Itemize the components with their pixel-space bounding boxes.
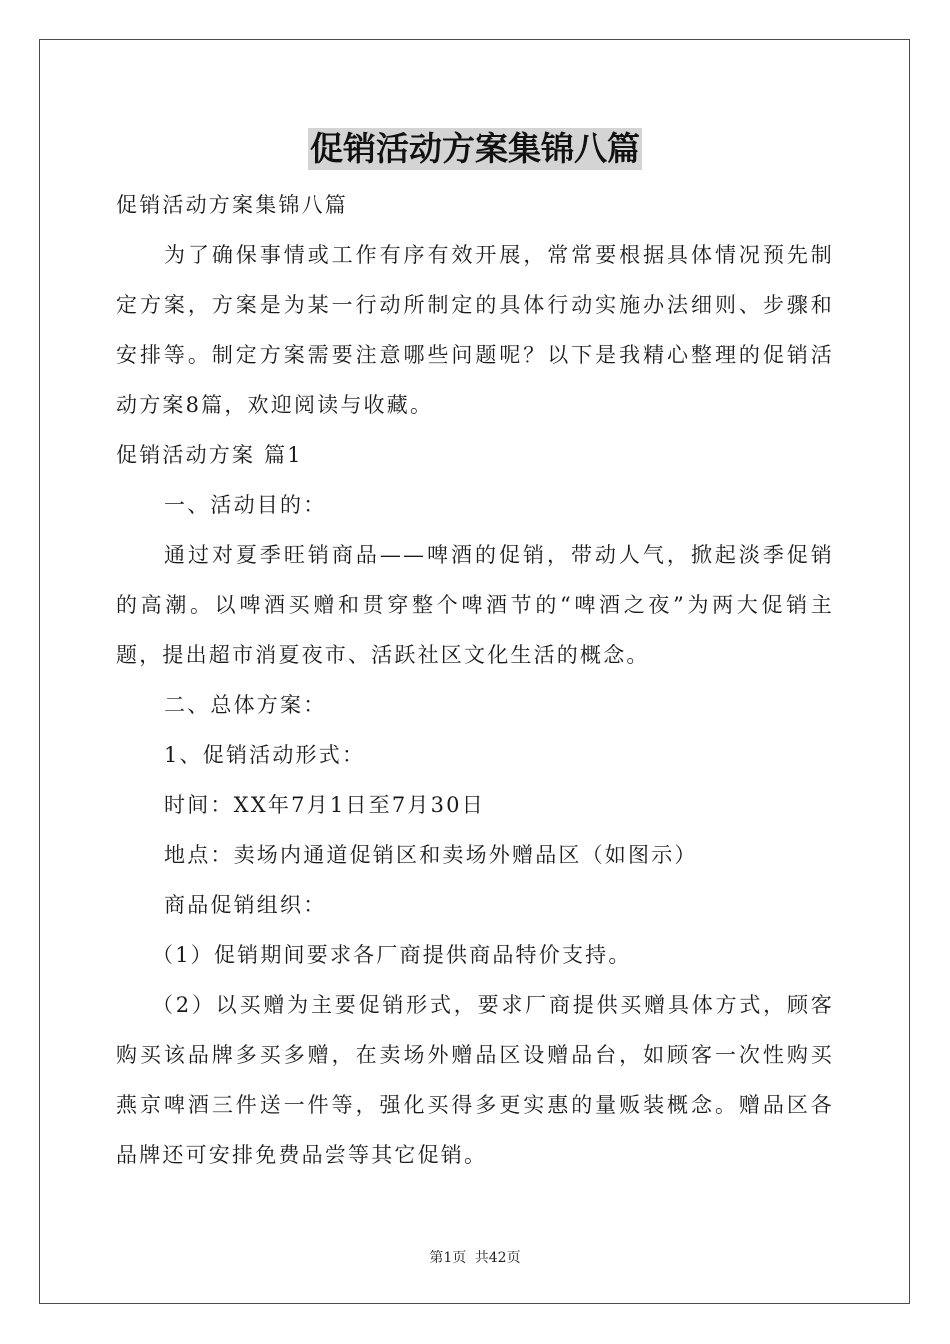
purpose-paragraph: 通过对夏季旺销商品——啤酒的促销，带动人气，掀起淡季促销的高潮。以啤酒买赠和贯穿整个啤酒节的“啤酒之夜”为两大促销主题，提出超市消夏夜市、活跃社区文化生活的概念。 <box>116 543 834 667</box>
subsection-heading-purpose: 一、活动目的： <box>164 493 327 517</box>
subsection-heading-plan: 二、总体方案： <box>164 693 327 717</box>
plan-item-location: 地点：卖场内通道促销区和卖场外赠品区（如图示） <box>164 843 698 867</box>
document-body <box>116 180 834 1180</box>
intro-paragraph: 为了确保事情或工作有序有效开展，常常要根据具体情况预先制定方案，方案是为某一行动所制定的具体行动实施办法细则、步骤和安排等。制定方案需要注意哪些问题呢？以下是我精心整理的促销活动方案8篇，欢迎阅读与收藏。 <box>116 243 834 417</box>
organization-point-1: （1）促销期间要求各厂商提供商品特价支持。 <box>152 943 632 967</box>
section-heading: 促销活动方案 篇1 <box>116 443 303 467</box>
organization-point-2: （2）以买赠为主要促销形式，要求厂商提供买赠具体方式，顾客购买该品牌多买多赠，在卖场外赠品区设赠品台，如顾客一次性购买燕京啤酒三件送一件等，强化买得多更实惠的量贩装概念。赠品区各品牌还可安排免费品尝等其它促销。 <box>116 993 834 1167</box>
page-number: 第1页 <box>429 1250 467 1266</box>
title-container <box>0 128 950 170</box>
plan-item-time: 时间：XX年7月1日至7月30日 <box>164 793 485 817</box>
subtitle-paragraph: 促销活动方案集锦八篇 <box>116 193 348 217</box>
plan-item-organization: 商品促销组织： <box>164 893 327 917</box>
page-total: 共42页 <box>474 1250 521 1266</box>
document-title: 促销活动方案集锦八篇 <box>310 129 640 168</box>
page-footer <box>0 1247 950 1267</box>
plan-item-form: 1、促销活动形式： <box>164 743 366 767</box>
